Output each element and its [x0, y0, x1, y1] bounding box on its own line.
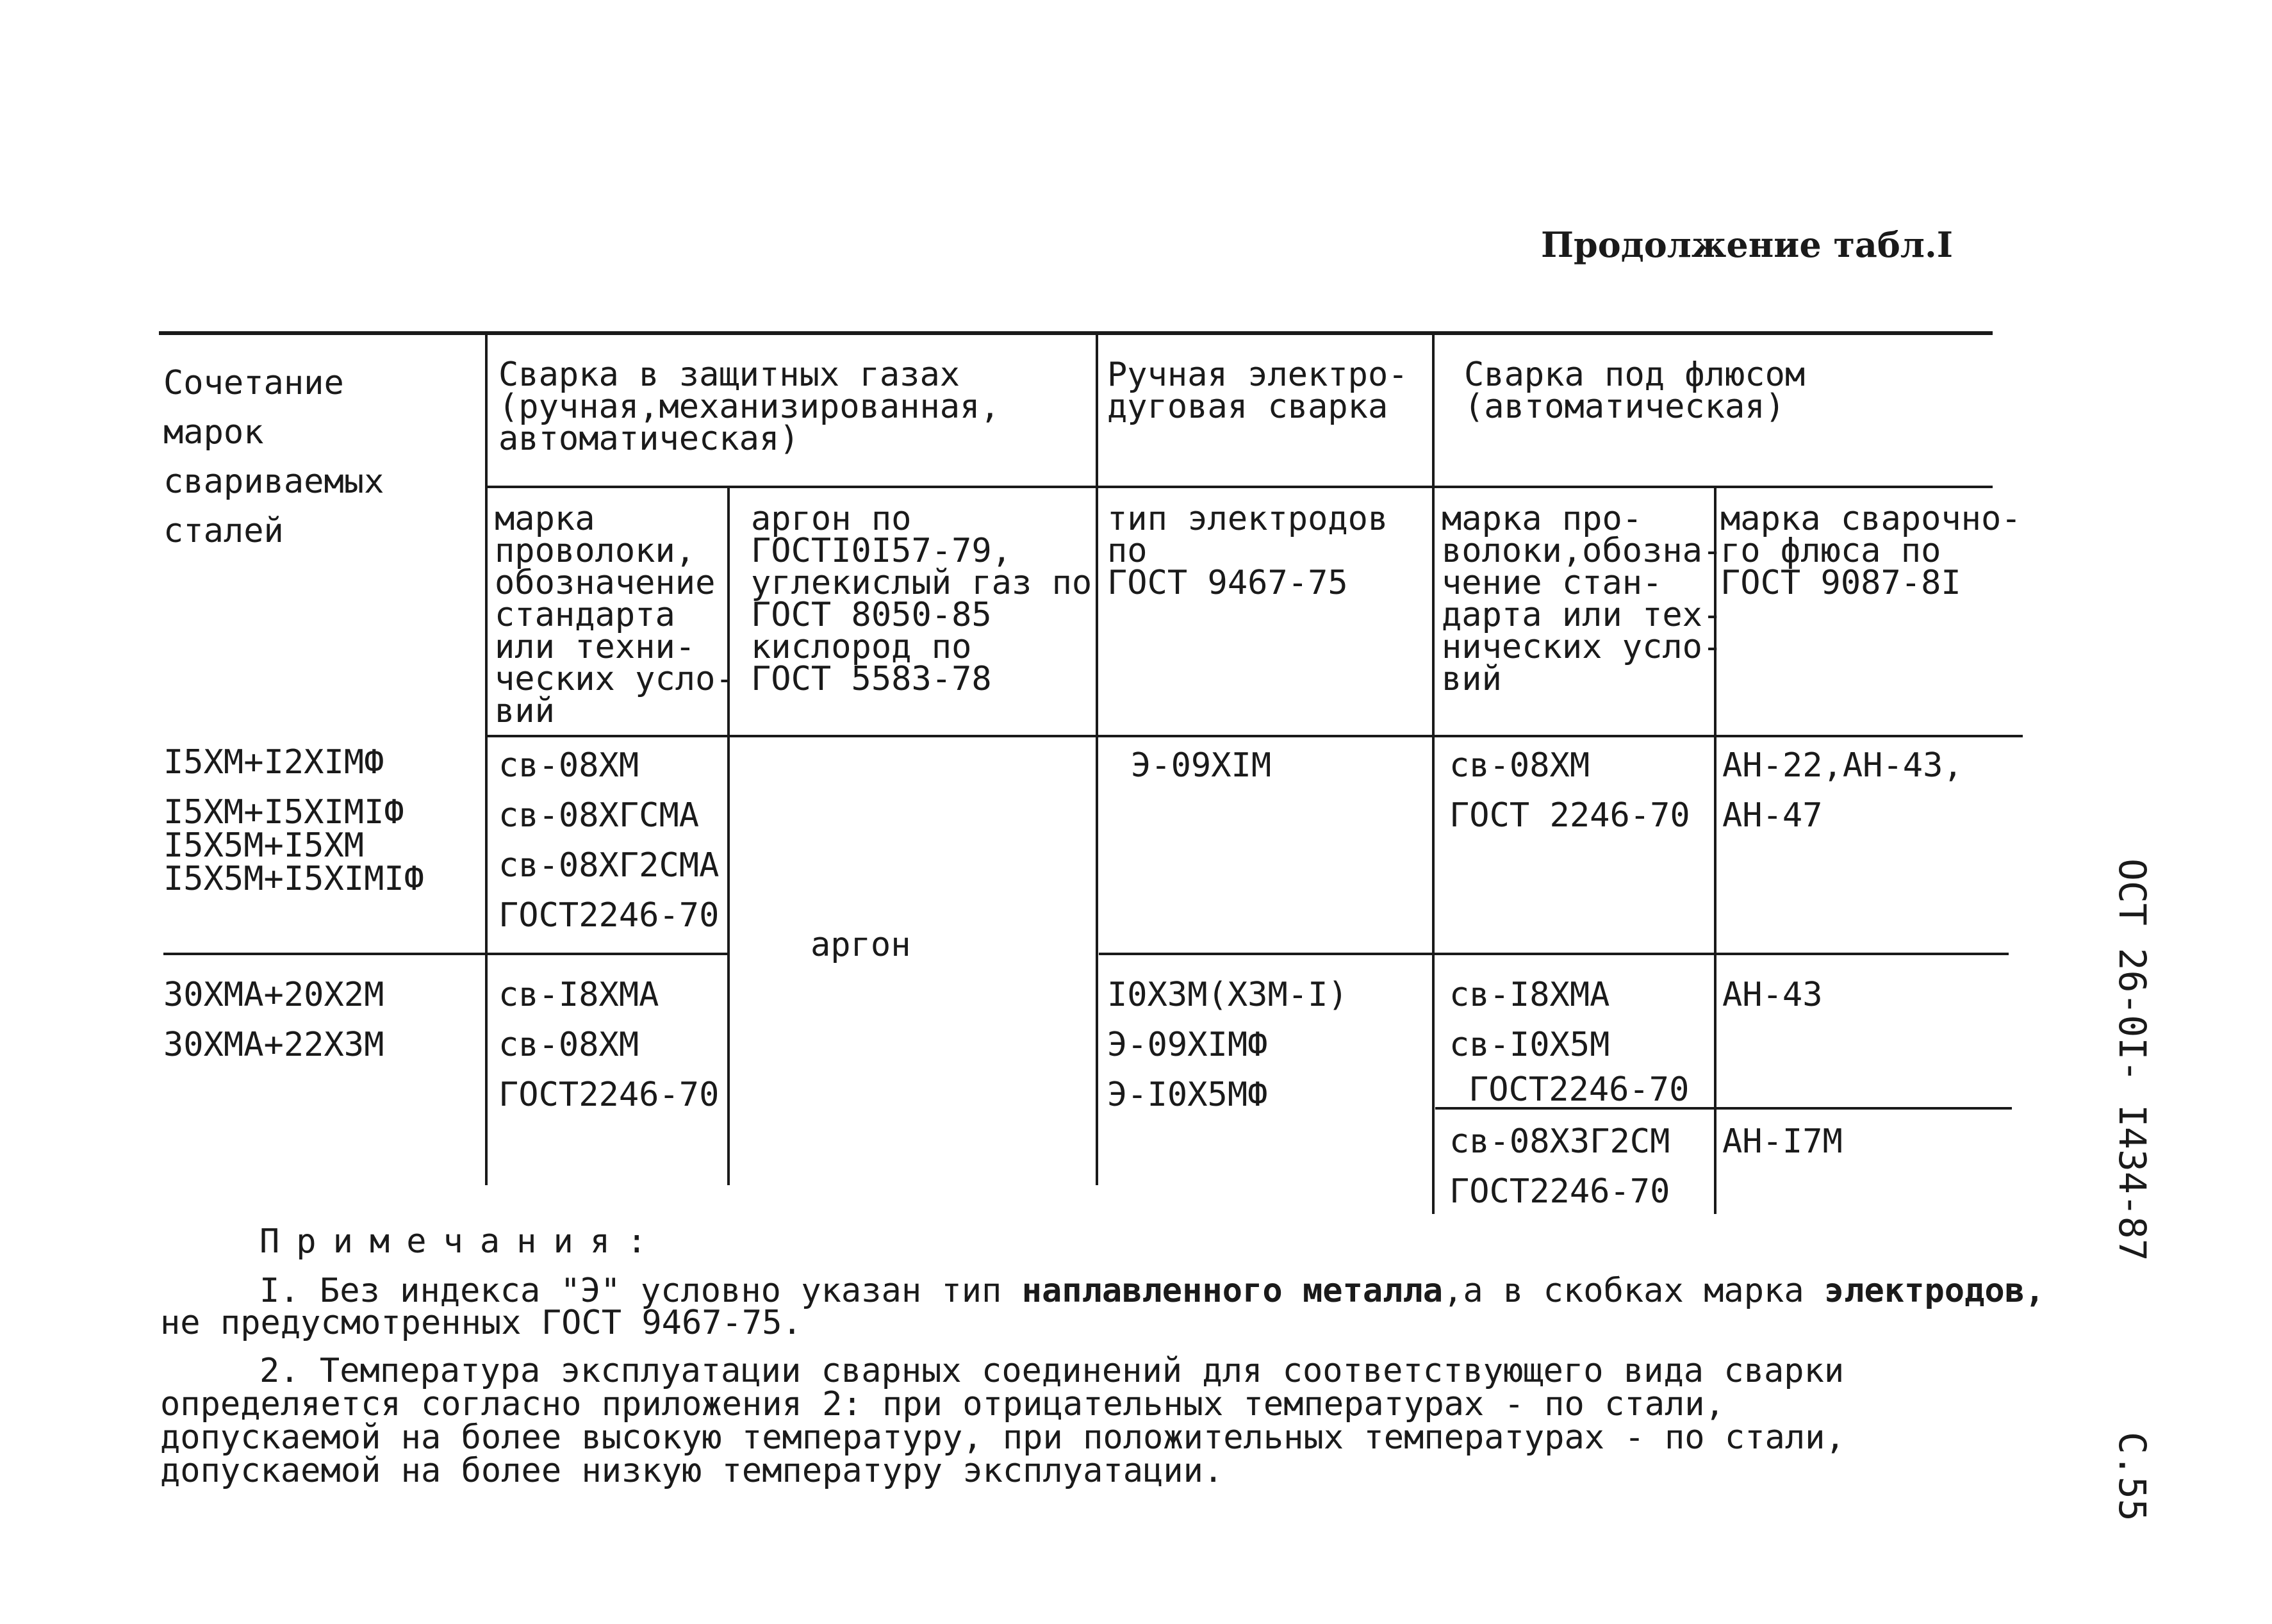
note-1-emphasis: электродов,: [1823, 1272, 2045, 1310]
flux-wire-grade: св-I0Х5М: [1449, 1026, 1610, 1064]
page-title: Продолжение табл.I: [1541, 224, 1954, 265]
header-shielding-gas: аргон по ГОСТI0I57-79, углекислый газ по ГОСТ 8050-85 кислород по ГОСТ 5583-78: [751, 500, 1092, 698]
gas-wire-standard: ГОСТ2246-70: [498, 896, 720, 935]
header-submerged-welding: Сварка под флюсом (автоматическая): [1464, 356, 1806, 426]
table-top-rule: [159, 331, 1993, 335]
flux-grade: АН-22,АН-43,: [1722, 746, 1963, 785]
note-2-line-1: 2. Температура эксплуатации сварных соединений для соответствующего вида сварки: [259, 1352, 1845, 1390]
electrode-type: I0Х3М(Х3М-I): [1107, 976, 1348, 1014]
flux-wire-standard: ГОСТ 2246-70: [1449, 796, 1690, 835]
document-code: ОСТ 26-0I- I434-87: [2111, 858, 2154, 1261]
header-manual-arc-welding: Ручная электро- дуговая сварка: [1107, 356, 1408, 426]
electrode-type: Э-I0Х5МФ: [1107, 1076, 1268, 1114]
col-rule-3: [1096, 333, 1098, 1185]
gas-wire-grade: св-08ХМ: [498, 746, 639, 785]
flux-wire-grade: св-I8ХМА: [1449, 976, 1610, 1014]
header-flux-grade: марка сварочно- го флюса по ГОСТ 9087-8I: [1720, 500, 2021, 602]
flux-wire-standard: ГОСТ2246-70: [1469, 1070, 1690, 1109]
header-group-rule: [485, 486, 1993, 488]
gas-wire-grade: св-08ХМ: [498, 1026, 639, 1064]
header-electrode-type: тип электродов по ГОСТ 9467-75: [1107, 500, 1388, 602]
note-2-line-3: допускаемой на более высокую температуру, при положительных температурах - по стали,: [160, 1418, 1845, 1457]
gas-wire-standard: ГОСТ2246-70: [498, 1076, 720, 1114]
electrode-type: Э-09ХIМ: [1131, 746, 1272, 785]
header-gas-welding: Сварка в защитных газах (ручная,механизированная, автоматическая): [498, 356, 1000, 458]
steel-combination: I5ХМ+I2ХIМФ: [163, 743, 384, 782]
note-1-text: ,а в скобках марка: [1443, 1272, 1824, 1310]
gas-wire-grade: св-I8ХМА: [498, 976, 659, 1014]
note-1-line-2: не предусмотренных ГОСТ 9467-75.: [160, 1304, 802, 1342]
header-flux-wire-grade: марка про- волоки,обозна- чение стан- дарта или тех- нических усло- вий: [1442, 500, 1723, 698]
note-2-line-2: определяется согласно приложения 2: при отрицательных температурах - по стали,: [160, 1385, 1725, 1423]
col-rule-1: [485, 333, 488, 1185]
gas-wire-grade: св-08ХГ2СМА: [498, 846, 720, 885]
page-number: С.55: [2111, 1432, 2154, 1521]
gas-wire-grade: св-08ХГСМА: [498, 796, 700, 835]
col-rule-4: [1432, 333, 1435, 1214]
steel-combination: I5Х5М+I5ХМ: [163, 826, 365, 865]
note-1-emphasis: наплавленного металла: [1021, 1272, 1444, 1310]
note-1-text: I. Без индекса "Э" условно указан тип: [259, 1272, 1022, 1310]
steel-combination: 30ХМА+20Х2М: [163, 976, 384, 1014]
shielding-gas-merged: аргон: [811, 926, 911, 964]
notes-heading: Примечания:: [259, 1222, 664, 1261]
flux-grade: АН-I7М: [1722, 1122, 1843, 1161]
steel-combination: 30ХМА+22Х3М: [163, 1026, 384, 1064]
steel-combination: I5ХМ+I5ХIМIФ: [163, 793, 404, 832]
row-separator-left: [163, 953, 727, 955]
flux-wire-standard: ГОСТ2246-70: [1449, 1172, 1670, 1211]
header-bottom-rule: [485, 735, 2023, 737]
steel-combination: I5Х5М+I5ХIМIФ: [163, 860, 424, 898]
flux-grade: АН-43: [1722, 976, 1823, 1014]
flux-grade: АН-47: [1722, 796, 1823, 835]
header-steel-combination: Сочетание марок свариваемых сталей: [163, 364, 384, 550]
row-separator-right: [1099, 953, 2009, 955]
header-gas-wire-grade: марка проволоки, обозначение стандарта или техни- ческих усло- вий: [495, 500, 736, 730]
note-2-line-4: допускаемой на более низкую температуру эксплуатации.: [160, 1452, 1224, 1490]
flux-wire-grade: св-08ХМ: [1449, 746, 1590, 785]
electrode-type: Э-09ХIМФ: [1107, 1026, 1268, 1064]
flux-wire-grade: св-08Х3Г2СМ: [1449, 1122, 1670, 1161]
